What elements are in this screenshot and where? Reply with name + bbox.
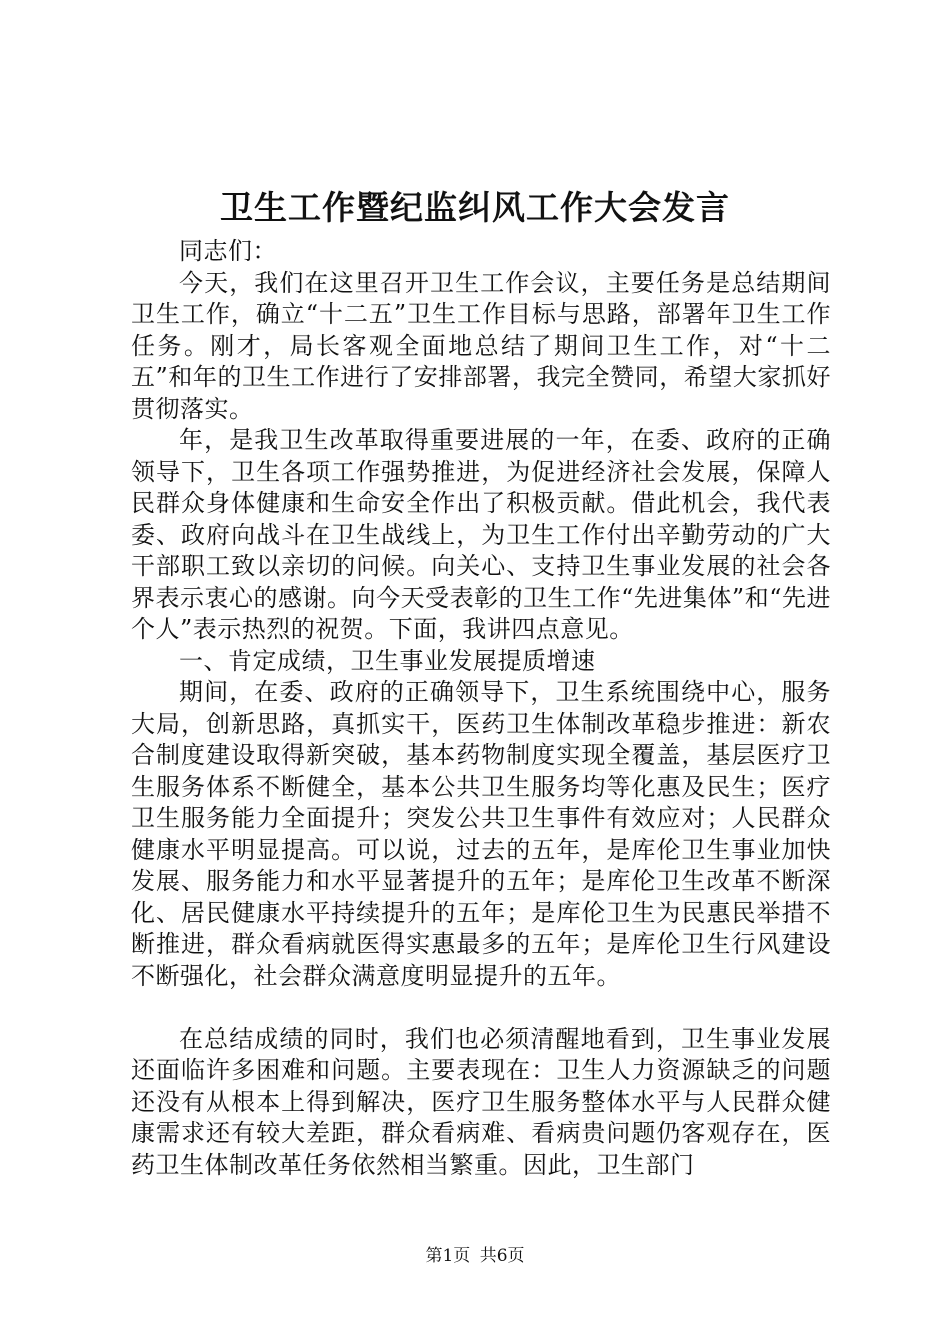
document-body [131, 236, 831, 1181]
paragraph-spacer [131, 992, 831, 1024]
page-footer [0, 1245, 950, 1267]
page-total: 共6页 [479, 1246, 525, 1266]
section-heading: 一、肯定成绩，卫生事业发展提质增速 [179, 646, 596, 675]
page-number: 第1页 [425, 1246, 471, 1266]
body-paragraph: 期间，在委、政府的正确领导下，卫生系统围绕中心，服务大局，创新思路，真抓实干，医药卫生体制改革稳步推进：新农合制度建设取得新突破，基本药物制度实现全覆盖，基层医疗卫生服务体系不断健全，基本公共卫生服务均等化惠及民生；医疗卫生服务能力全面提升；突发公共卫生事件有效应对；人民群众健康水平明显提高。可以说，过去的五年，是库伦卫生事业加快发展、服务能力和水平显著提升的五年；是库伦卫生改革不断深化、居民健康水平持续提升的五年；是库伦卫生为民惠民举措不断推进，群众看病就医得实惠最多的五年；是库伦卫生行风建设不断强化，社会群众满意度明显提升的五年。 [131, 678, 831, 990]
body-paragraph: 年，是我卫生改革取得重要进展的一年，在委、政府的正确领导下，卫生各项工作强势推进，为促进经济社会发展，保障人民群众身体健康和生命安全作出了积极贡献。借此机会，我代表委、政府向战斗在卫生战线上，为卫生工作付出辛勤劳动的广大干部职工致以亲切的问候。向关心、支持卫生事业发展的社会各界表示衷心的感谢。向今天受表彰的卫生工作“先进集体”和“先进个人”表示热烈的祝贺。下面，我讲四点意见。 [131, 426, 831, 643]
document-title: 卫生工作暨纪监纠风工作大会发言 [220, 188, 730, 227]
salutation-paragraph: 同志们： [179, 237, 277, 265]
body-paragraph: 今天，我们在这里召开卫生工作会议，主要任务是总结期间卫生工作，确立“十二五”卫生工作目标与思路，部署年卫生工作任务。刚才，局长客观全面地总结了期间卫生工作，对“十二五”和年的卫生工作进行了安排部署，我完全赞同，希望大家抓好贯彻落实。 [131, 268, 831, 423]
body-paragraph: 在总结成绩的同时，我们也必须清醒地看到，卫生事业发展还面临许多困难和问题。主要表现在：卫生人力资源缺乏的问题还没有从根本上得到解决，医疗卫生服务整体水平与人民群众健康需求还有较大差距，群众看病难、看病贵问题仍客观存在，医药卫生体制改革任务依然相当繁重。因此，卫生部门 [131, 1024, 831, 1179]
